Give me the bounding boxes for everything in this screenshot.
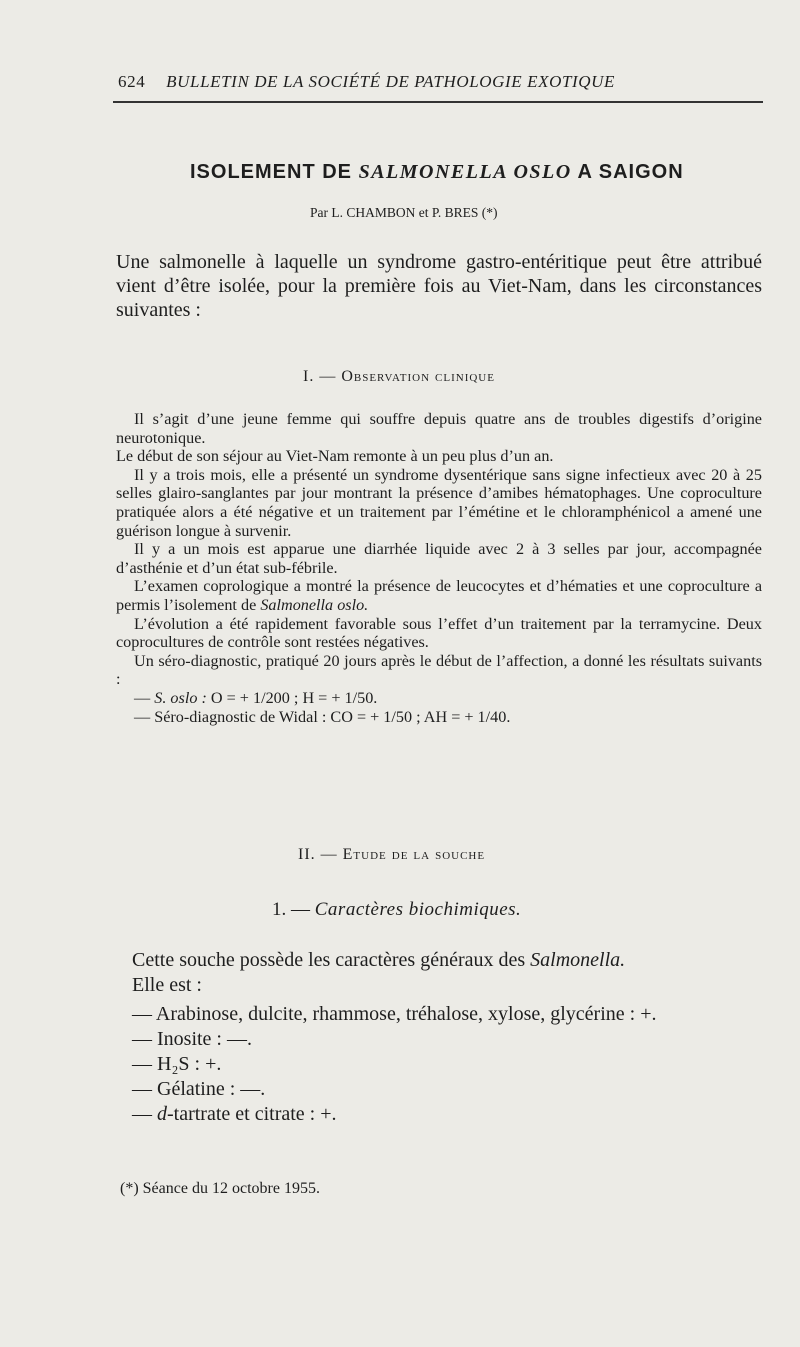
result-organism: S. oslo : [154,688,207,707]
paragraph-text: Cette souche possède les caractères généraux des [132,949,531,971]
list-item: — Inosite : —. [132,1028,252,1050]
title-pre: ISOLEMENT DE [190,161,359,183]
running-header [118,72,766,92]
paragraph: Il s’agit d’une jeune femme qui souffre depuis quatre ans de troubles digestifs d’origine neurotonique. [116,410,762,447]
section-heading-strain: II. — Etude de la souche [298,846,486,863]
title-post: A SAIGON [571,161,684,183]
list-item [116,1102,762,1127]
article-byline: Par L. CHAMBON et P. BRES (*) [310,205,498,220]
list-item: — H₂S : +. [132,1053,222,1075]
page-number: 624 [118,72,146,91]
italic-letter: d [157,1103,167,1125]
footnote: (*) Séance du 12 octobre 1955. [120,1180,320,1197]
paragraph [116,948,762,973]
result-prefix: — [134,688,155,707]
observation-body [116,410,762,726]
paragraph-text: L’examen coprologique a montré la présence de leucocytes et d’hématies et une coproculture a permis l’isolement de [116,577,762,614]
paragraph: Le début de son séjour au Viet-Nam remonte à un peu plus d’un an. [116,447,554,466]
article-title [190,161,684,184]
subsection-title: Caractères biochimiques. [314,899,522,920]
organism-name: Salmonella. [530,949,626,971]
paragraph: Il y a un mois est apparue une diarrhée liquide avec 2 à 3 selles par jour, accompagnée d’asthénie et d’un état sub-fébrile. [116,540,762,577]
paragraph: Elle est : [132,974,202,996]
journal-title: BULLETIN DE LA SOCIÉTÉ DE PATHOLOGIE EXOTIQUE [166,72,616,91]
subsection-heading [272,899,521,921]
intro-paragraph: Une salmonelle à laquelle un syndrome gastro-entéritique peut être attribué vient d’être isolée, pour la première fois au Viet-Nam, dans les circonstances suivantes : [116,251,762,321]
widal-result: — Séro-diagnostic de Widal : CO = + 1/50 ; AH = + 1/40. [134,707,511,726]
header-rule [113,101,763,103]
list-text: -tartrate et citrate : +. [167,1103,337,1125]
list-item: — Gélatine : —. [132,1078,266,1100]
paragraph: Un séro-diagnostic, pratiqué 20 jours après le début de l’affection, a donné les résultats suivants : [116,651,762,689]
serodiagnostic-result [116,689,762,708]
organism-name: Salmonella oslo. [260,595,369,614]
title-organism: SALMONELLA OSLO [358,161,572,183]
biochemical-body [116,948,762,1127]
list-item: — Arabinose, dulcite, rhammose, tréhalose, xylose, glycérine : +. [132,1003,657,1025]
section-heading-observation: I. — Observation clinique [303,368,495,385]
subsection-number: 1. — [272,899,315,920]
paragraph: L’évolution a été rapidement favorable sous l’effet d’un traitement par la terramycine. Deux coprocultures de contrôle sont restées négatives. [116,614,762,652]
list-prefix: — [132,1103,157,1125]
paragraph: Il y a trois mois, elle a présenté un syndrome dysentérique sans signe infectieux avec 20 à 25 selles glairo-sanglantes par jour montrant la présence d’amibes hématophages. Une coproculture pratiquée alors a été négative et un traitement par l’émétine et le chloramphénicol a amené une guérison longue à survenir. [116,465,762,540]
result-values: O = + 1/200 ; H = + 1/50. [206,688,378,707]
paragraph [116,577,762,614]
